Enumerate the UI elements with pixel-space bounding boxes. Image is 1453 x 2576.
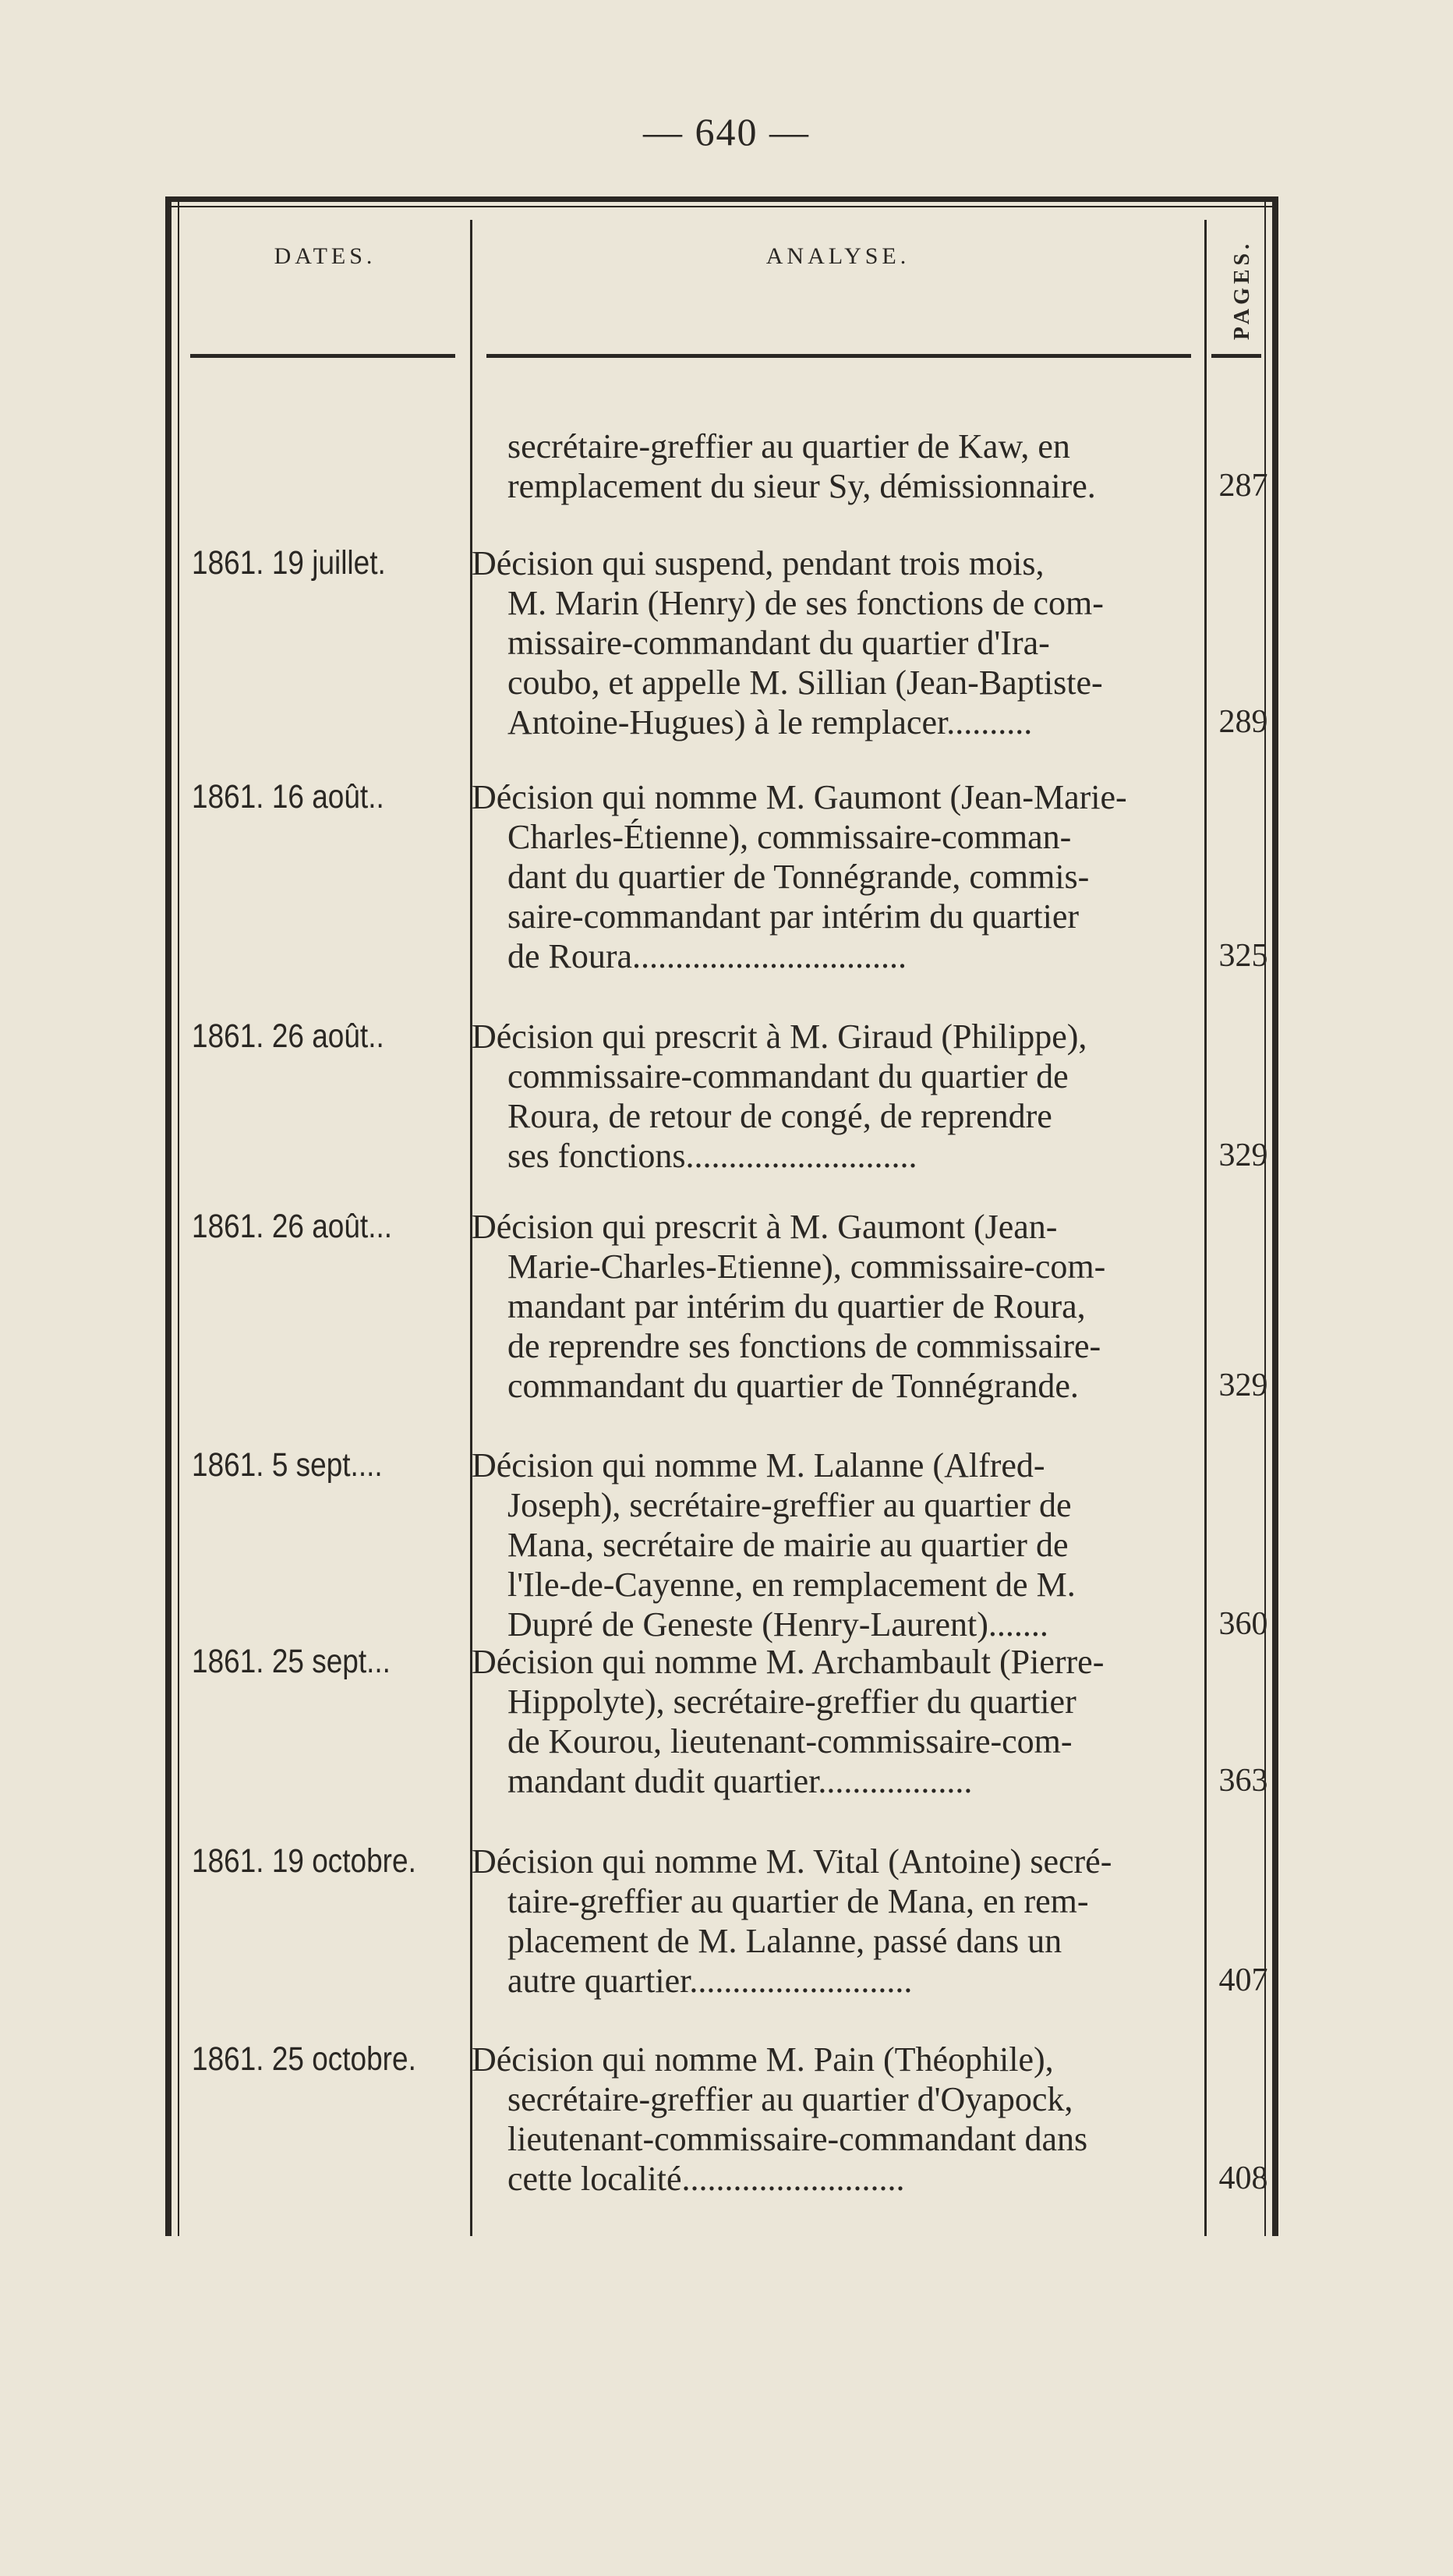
analysis-line: Décision qui nomme M. Pain (Théophile),	[472, 2040, 1054, 2079]
entry-page: 408	[1218, 2160, 1268, 2196]
analysis-line: mandant par intérim du quartier de Roura,	[507, 1287, 1086, 1325]
header-analyse: ANALYSE.	[765, 243, 910, 269]
header-underline-analyse	[486, 354, 1191, 358]
header-pages-text: PAGES.	[1230, 239, 1254, 341]
analysis-line: lieutenant-commissaire-commandant dans	[507, 2120, 1088, 2158]
entry-page: 360	[1218, 1606, 1268, 1642]
analysis-line: Charles-Étienne), commissaire-comman-	[507, 818, 1072, 856]
analysis-line: Décision qui prescrit à M. Giraud (Philippe),	[472, 1017, 1087, 1056]
entry-page: 407	[1218, 1962, 1268, 1998]
entry-page: 329	[1218, 1368, 1268, 1403]
header-pages	[1207, 228, 1278, 352]
analysis-line: missaire-commandant du quartier d'Ira-	[507, 624, 1050, 662]
analysis-line: remplacement du sieur Sy, démissionnaire.	[507, 467, 1096, 505]
entry-page: 325	[1218, 938, 1268, 974]
analysis-line: mandant dudit quartier..................	[507, 1762, 973, 1800]
header-underline-dates	[190, 354, 455, 358]
header-underline-pages	[1211, 354, 1261, 358]
analysis-line: taire-greffier au quartier de Mana, en rem-	[507, 1882, 1089, 1920]
entry-date: 1861. 5 sept....	[192, 1446, 383, 1484]
left-rule-thin	[178, 196, 179, 2236]
entry-date: 1861. 19 juillet.	[192, 544, 386, 582]
analysis-line: secrétaire-greffier au quartier d'Oyapock,	[507, 2080, 1073, 2118]
analysis-line: l'Ile-de-Cayenne, en remplacement de M.	[507, 1566, 1076, 1604]
entry-analysis	[472, 543, 1200, 742]
entry-page: 329	[1218, 1138, 1268, 1173]
analysis-line: commissaire-commandant du quartier de	[507, 1057, 1069, 1095]
analysis-line: commandant du quartier de Tonnégrande.	[507, 1367, 1079, 1405]
analysis-line: Antoine-Hugues) à le remplacer..........	[507, 703, 1033, 741]
analysis-line: cette localité..........................	[507, 2160, 905, 2198]
entry-analysis	[472, 1207, 1200, 1406]
entry-date: 1861. 26 août..	[192, 1017, 384, 1055]
entry-analysis	[472, 1842, 1200, 2001]
entry-page: 287	[1218, 468, 1268, 504]
analysis-line: ses fonctions...........................	[507, 1137, 917, 1175]
analysis-line: autre quartier..........................	[507, 1962, 913, 2000]
analysis-line: coubo, et appelle M. Sillian (Jean-Baptiste-	[507, 663, 1103, 702]
analysis-line: de Roura................................	[507, 937, 907, 975]
entry-date: 1861. 25 sept...	[192, 1643, 391, 1680]
index-table	[165, 196, 1278, 2236]
analysis-line: Dupré de Geneste (Henry-Laurent).......	[507, 1605, 1048, 1644]
analysis-line: Décision qui prescrit à M. Gaumont (Jean-	[472, 1208, 1058, 1246]
analysis-line: Marie-Charles-Etienne), commissaire-com-	[507, 1247, 1106, 1286]
analysis-line: de reprendre ses fonctions de commissaire-	[507, 1327, 1101, 1365]
analysis-line: Décision qui nomme M. Lalanne (Alfred-	[472, 1446, 1045, 1484]
entry-date: 1861. 25 octobre.	[192, 2040, 416, 2078]
entry-page: 363	[1218, 1763, 1268, 1799]
left-rule	[165, 196, 171, 2236]
entry-analysis	[472, 426, 1200, 506]
analysis-line: de Kourou, lieutenant-commissaire-com-	[507, 1722, 1073, 1760]
analysis-line: Joseph), secrétaire-greffier au quartier de	[507, 1486, 1072, 1524]
analysis-line: M. Marin (Henry) de ses fonctions de com-	[507, 584, 1104, 622]
entry-analysis	[472, 777, 1200, 976]
header-dates: DATES.	[274, 243, 377, 269]
analysis-line: Décision qui suspend, pendant trois mois,	[472, 544, 1045, 582]
entry-page: 289	[1218, 704, 1268, 740]
entry-analysis	[472, 1445, 1200, 1644]
analysis-line: Hippolyte), secrétaire-greffier du quartier	[507, 1683, 1076, 1721]
analysis-line: Décision qui nomme M. Archambault (Pierre-	[472, 1643, 1105, 1681]
entry-date: 1861. 19 octobre.	[192, 1842, 416, 1880]
analysis-line: placement de M. Lalanne, passé dans un	[507, 1922, 1062, 1960]
analysis-line: Roura, de retour de congé, de reprendre	[507, 1097, 1052, 1135]
analysis-line: dant du quartier de Tonnégrande, commis-	[507, 858, 1090, 896]
analysis-line: secrétaire-greffier au quartier de Kaw, en	[507, 427, 1070, 465]
analysis-line: saire-commandant par intérim du quartier	[507, 897, 1080, 936]
analysis-line: Décision qui nomme M. Gaumont (Jean-Marie-	[472, 778, 1127, 816]
column-rule-pages	[1204, 220, 1207, 2236]
entry-analysis	[472, 2040, 1200, 2199]
analysis-line: Décision qui nomme M. Vital (Antoine) secré-	[472, 1842, 1112, 1881]
entry-date: 1861. 26 août...	[192, 1208, 393, 1245]
page-number: — 640 —	[643, 110, 810, 154]
analysis-line: Mana, secrétaire de mairie au quartier de	[507, 1526, 1069, 1564]
top-rule	[165, 196, 1278, 202]
entry-date: 1861. 16 août..	[192, 778, 384, 816]
top-rule-thin	[165, 206, 1278, 207]
entry-analysis	[472, 1017, 1200, 1176]
entry-analysis	[472, 1642, 1200, 1801]
